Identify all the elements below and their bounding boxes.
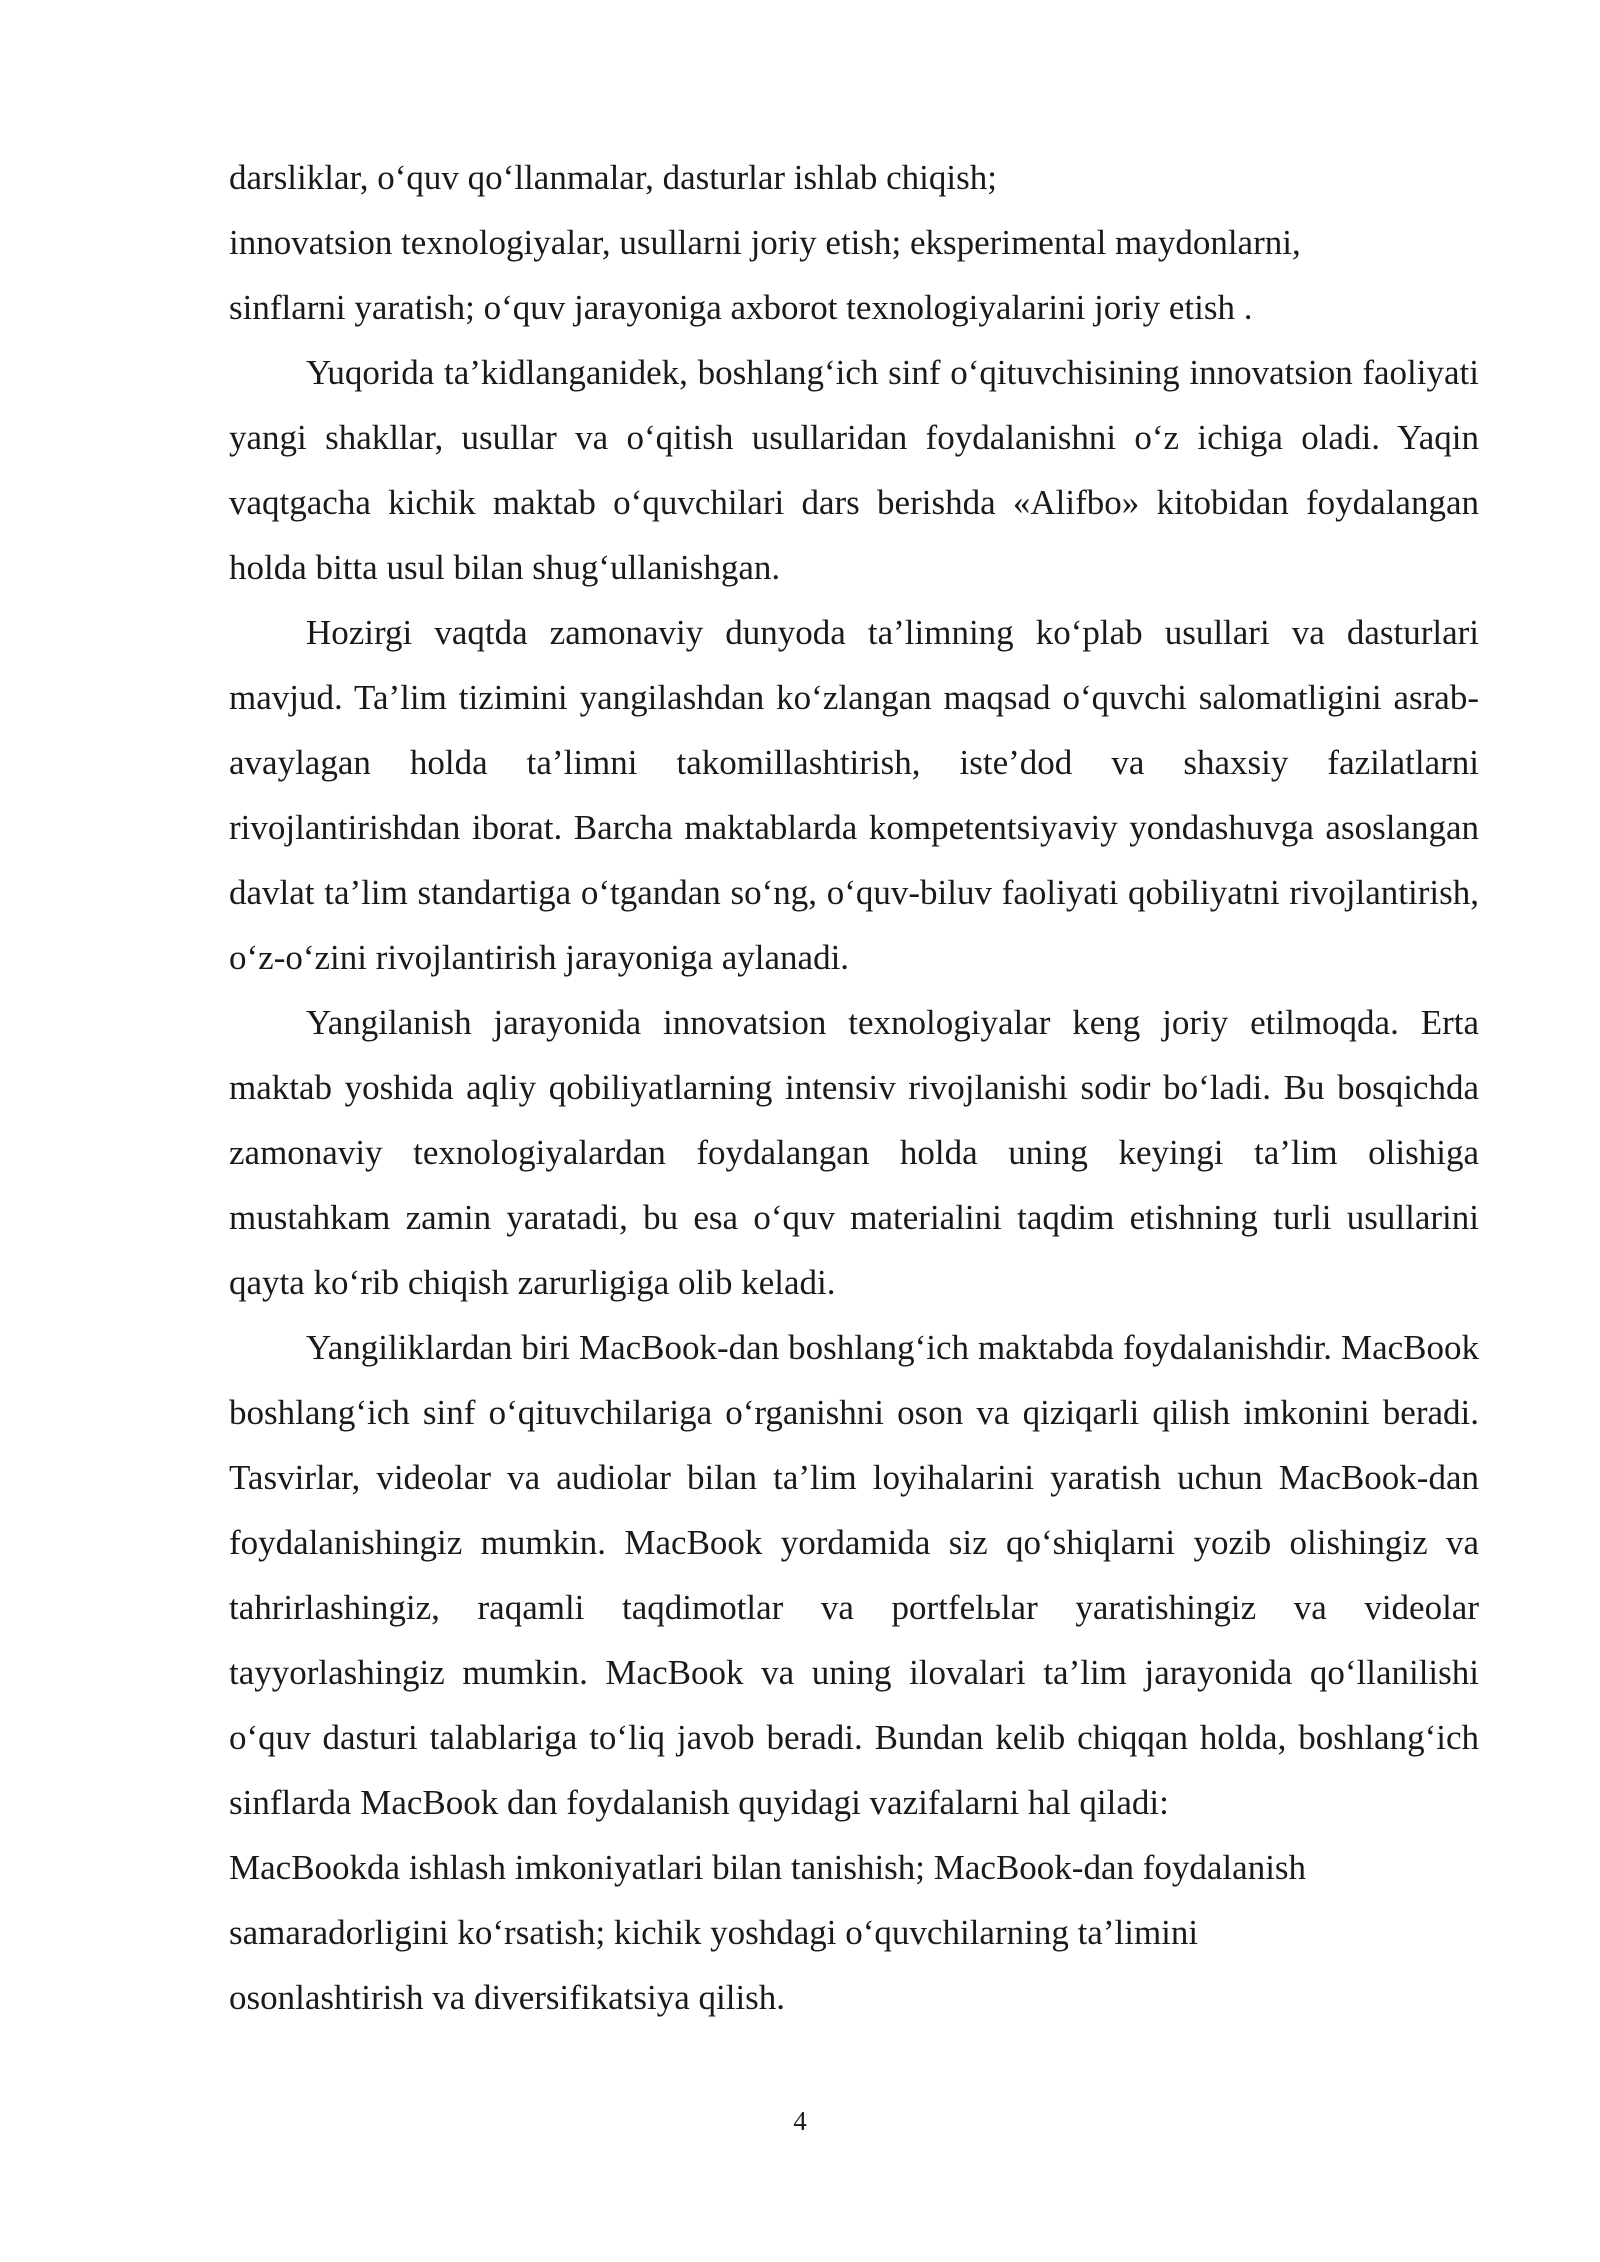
intro-line: sinflarni yaratish; o‘quv jarayoniga axborot texnologiyalarini joriy etish . — [229, 288, 1253, 327]
document-body — [229, 145, 1479, 2030]
paragraph-modern-education: Hozirgi vaqtda zamonaviy dunyoda ta’limning ko‘plab usullari va dasturlari mavjud. Ta’lim tizimini yangilashdan ko‘zlangan maqsad o‘quvchi salomatligini asrab-avaylagan holda ta’limni takomillashtirish, iste’dod va shaxsiy fazilatlarni rivojlantirishdan iborat. Barcha maktablarda kompetentsiyaviy yondashuvga asoslangan davlat ta’lim standartiga o‘tgandan so‘ng, o‘quv-biluv faoliyati qobiliyatni rivojlantirish, o‘z-o‘zini rivojlantirish jarayoniga aylanadi. — [229, 613, 1479, 977]
intro-line: darsliklar, o‘quv qo‘llanmalar, dasturlar ishlab chiqish; — [229, 158, 997, 197]
closing-line: osonlashtirish va diversifikatsiya qilish. — [229, 1978, 786, 2017]
paragraph-renewal-process: Yangilanish jarayonida innovatsion texnologiyalar keng joriy etilmoqda. Erta maktab yoshida aqliy qobiliyatlarning intensiv rivojlanishi sodir bo‘ladi. Bu bosqichda zamonaviy texnologiyalardan foydalangan holda uning keyingi ta’lim olishiga mustahkam zamin yaratadi, bu esa o‘quv materialini taqdim etishning turli usullarini qayta ko‘rib chiqish zarurligiga olib keladi. — [229, 1003, 1479, 1302]
closing-line: samaradorligini ko‘rsatish; kichik yoshdagi o‘quvchilarning ta’limini — [229, 1913, 1199, 1952]
page-number: 4 — [793, 2106, 807, 2136]
closing-line: MacBookda ishlash imkoniyatlari bilan tanishish; MacBook-dan foydalanish — [229, 1848, 1307, 1887]
paragraph-macbook: Yangiliklardan biri MacBook-dan boshlang‘ich maktabda foydalanishdir. MacBook boshlang‘ich sinf o‘qituvchilariga o‘rganishni oson va qiziqarli qilish imkonini beradi. Tasvirlar, videolar va audiolar bilan ta’lim loyihalarini yaratish uchun MacBook-dan foydalanishingiz mumkin. MacBook yordamida siz qo‘shiqlarni yozib olishingiz va tahrirlashingiz, raqamli taqdimotlar va portfelьlar yaratishingiz va videolar tayyorlashingiz mumkin. MacBook va uning ilovalari ta’lim jarayonida qo‘llanilishi o‘quv dasturi talablariga to‘liq javob beradi. Bundan kelib chiqqan holda, boshlang‘ich sinflarda MacBook dan foydalanish quyidagi vazifalarni hal qiladi: — [229, 1328, 1479, 1822]
intro-line: innovatsion texnologiyalar, usullarni joriy etish; eksperimental maydonlarni, — [229, 223, 1301, 262]
paragraph-innovation-activity: Yuqorida ta’kidlanganidek, boshlang‘ich sinf o‘qituvchisining innovatsion faoliyati yangi shakllar, usullar va o‘qitish usullaridan foydalanishni o‘z ichiga oladi. Yaqin vaqtgacha kichik maktab o‘quvchilari dars berishda «Alifbo» kitobidan foydalangan holda bitta usul bilan shug‘ullanishgan. — [229, 353, 1479, 587]
